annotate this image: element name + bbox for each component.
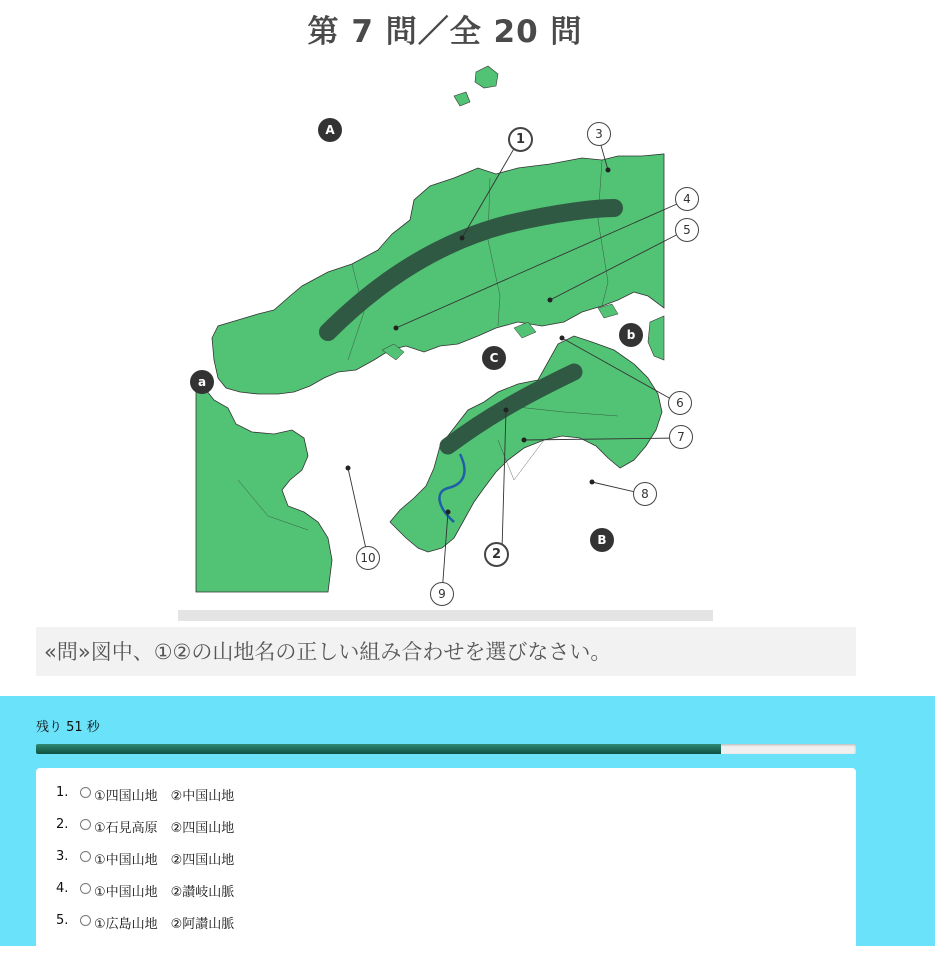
answer-option[interactable] (56, 785, 856, 817)
page-title: 第 7 問／全 20 問 (307, 14, 583, 50)
answer-text: ①中国山地 ②讃岐山脈 (94, 885, 235, 900)
callout-2: 2 (484, 542, 509, 567)
answer-option[interactable] (56, 913, 856, 945)
timer-label: 残り 51 秒 (36, 720, 100, 735)
answer-number: 5. (56, 913, 69, 928)
answer-text: ①四国山地 ②中国山地 (94, 789, 235, 804)
question-text: «問»図中、①②の山地名の正しい組み合わせを選びなさい。 (36, 627, 856, 676)
callout-1: 1 (508, 127, 533, 152)
callout-7: 7 (669, 425, 693, 449)
quiz-panel (0, 696, 935, 946)
map-figure (178, 60, 713, 610)
answer-option[interactable] (56, 881, 856, 913)
answer-option[interactable] (56, 817, 856, 849)
callout-9: 9 (430, 582, 454, 606)
timer-progress-bar (36, 744, 856, 754)
callout-3: 3 (587, 122, 611, 146)
map-scrollbar[interactable] (178, 610, 713, 621)
shikoku-land (390, 336, 662, 552)
small-island (454, 92, 470, 106)
radio-button[interactable] (80, 787, 91, 798)
callout-10: 10 (356, 546, 380, 570)
answer-text: ①広島山地 ②阿讃山脈 (94, 917, 235, 932)
callout-5: 5 (675, 218, 699, 242)
region-label-a: a (190, 370, 214, 394)
radio-button[interactable] (80, 851, 91, 862)
radio-button[interactable] (80, 915, 91, 926)
region-label-A: A (318, 118, 342, 142)
answer-number: 3. (56, 849, 69, 864)
callout-8: 8 (633, 482, 657, 506)
radio-button[interactable] (80, 883, 91, 894)
kyushu-land (196, 390, 332, 592)
answer-number: 1. (56, 785, 69, 800)
oki-island (475, 66, 498, 88)
answer-number: 2. (56, 817, 69, 832)
kinki-land (648, 316, 664, 360)
region-label-C: C (482, 346, 506, 370)
answer-option[interactable] (56, 849, 856, 881)
answer-number: 4. (56, 881, 69, 896)
radio-button[interactable] (80, 819, 91, 830)
region-label-b: b (619, 323, 643, 347)
region-label-B: B (590, 528, 614, 552)
answer-text: ①石見高原 ②四国山地 (94, 821, 235, 836)
callout-6: 6 (668, 391, 692, 415)
callout-4: 4 (675, 187, 699, 211)
answer-list (36, 768, 856, 958)
timer-progress-fill (36, 744, 721, 754)
answer-text: ①中国山地 ②四国山地 (94, 853, 235, 868)
